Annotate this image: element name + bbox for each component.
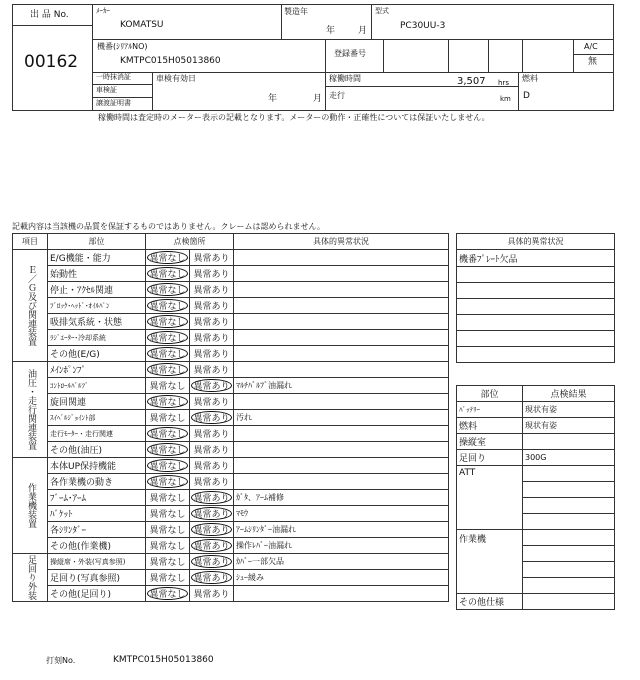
extra-detail-row bbox=[457, 267, 615, 283]
ng-label: 異常あり bbox=[193, 302, 230, 312]
selection-circle bbox=[191, 523, 232, 536]
extra-detail-header: 具体的異常状況 bbox=[457, 234, 615, 250]
check-ok-cell[interactable] bbox=[146, 394, 190, 410]
check-ok-cell[interactable] bbox=[146, 586, 190, 602]
ng-label: 異常あり bbox=[193, 542, 230, 552]
part-cell: その他(E/G) bbox=[48, 346, 146, 362]
inspect-year-unit: 年 bbox=[268, 94, 278, 104]
detail-cell: ｶﾊﾞｰ一部欠品 bbox=[234, 554, 449, 570]
result-value bbox=[523, 482, 615, 498]
selection-circle bbox=[147, 267, 188, 280]
selection-circle bbox=[147, 395, 188, 408]
check-ok-cell[interactable] bbox=[146, 554, 190, 570]
part-cell: 本体UP保持機能 bbox=[48, 458, 146, 474]
year-unit: 年 bbox=[326, 26, 336, 36]
ok-label: 異常なし bbox=[149, 286, 186, 296]
result-value bbox=[523, 562, 615, 578]
detail-cell bbox=[234, 266, 449, 282]
inspect-month-unit: 月 bbox=[313, 94, 323, 104]
ng-label: 異常あり bbox=[193, 270, 230, 280]
check-ok-cell[interactable] bbox=[146, 346, 190, 362]
stamp-value: KMTPC015H05013860 bbox=[113, 655, 214, 665]
selection-circle bbox=[147, 283, 188, 296]
result-value bbox=[523, 434, 615, 450]
ok-label: 異常なし bbox=[149, 526, 186, 536]
detail-cell bbox=[234, 314, 449, 330]
check-ng-cell[interactable] bbox=[190, 522, 234, 538]
mileage-label: 走行 bbox=[329, 91, 345, 100]
table-row bbox=[13, 426, 449, 442]
part-cell: ﾌﾞｰﾑ･ｱｰﾑ bbox=[48, 490, 146, 506]
fuel-value: D bbox=[523, 91, 530, 101]
detail-cell bbox=[234, 362, 449, 378]
part-cell: 旋回関連 bbox=[48, 394, 146, 410]
detail-cell: ｱｰﾑｼﾘﾝﾀﾞｰ油漏れ bbox=[234, 522, 449, 538]
ok-label: 異常なし bbox=[149, 414, 186, 424]
detail-cell bbox=[234, 298, 449, 314]
check-ng-cell[interactable] bbox=[190, 474, 234, 490]
ng-label: 異常あり bbox=[193, 350, 230, 360]
part-cell: 各作業機の動き bbox=[48, 474, 146, 490]
detail-cell bbox=[234, 282, 449, 298]
check-ok-cell[interactable] bbox=[146, 522, 190, 538]
ok-label: 異常なし bbox=[149, 446, 186, 456]
result-value bbox=[523, 466, 615, 482]
result-value: 現状有姿 bbox=[523, 418, 615, 434]
ok-label: 異常なし bbox=[149, 542, 186, 552]
meter-note: 稼働時間は査定時のメーター表示の記載となります。メーターの動作・正確性については保証いたしません。 bbox=[98, 113, 490, 122]
check-ok-cell[interactable] bbox=[146, 330, 190, 346]
ok-label: 異常なし bbox=[149, 270, 186, 280]
result-value bbox=[523, 530, 615, 546]
stamp-label: 打刻No. bbox=[46, 656, 76, 665]
detail-cell bbox=[234, 474, 449, 490]
hrs-unit: hrs bbox=[498, 79, 509, 87]
part-cell: ﾗｼﾞｴｰﾀｰ･冷却系統 bbox=[48, 330, 146, 346]
ng-label: 異常あり bbox=[193, 254, 230, 264]
ok-label: 異常なし bbox=[149, 494, 186, 504]
ng-label: 異常あり bbox=[193, 414, 230, 424]
detail-cell bbox=[234, 394, 449, 410]
selection-circle bbox=[191, 491, 232, 504]
maker-value: KOMATSU bbox=[120, 20, 164, 30]
reg-label: 登録番号 bbox=[334, 49, 366, 58]
ng-label: 異常あり bbox=[193, 478, 230, 488]
table-row bbox=[13, 442, 449, 458]
month-unit: 月 bbox=[358, 26, 368, 36]
table-row bbox=[13, 554, 449, 570]
check-ng-cell[interactable] bbox=[190, 266, 234, 282]
fuel-label: 燃料 bbox=[522, 74, 538, 83]
table-row bbox=[13, 346, 449, 362]
ng-label: 異常あり bbox=[193, 334, 230, 344]
selection-circle bbox=[147, 299, 188, 312]
ok-label: 異常なし bbox=[149, 574, 186, 584]
check-ng-cell[interactable] bbox=[190, 394, 234, 410]
detail-cell bbox=[234, 458, 449, 474]
result-part-header: 部位 bbox=[457, 386, 523, 402]
check-ok-cell[interactable] bbox=[146, 266, 190, 282]
ok-label: 異常なし bbox=[149, 558, 186, 568]
ng-label: 異常あり bbox=[193, 398, 230, 408]
selection-circle bbox=[147, 315, 188, 328]
table-row bbox=[13, 362, 449, 378]
ng-label: 異常あり bbox=[193, 510, 230, 520]
extra-detail-row bbox=[457, 299, 615, 315]
part-cell: 各ｼﾘﾝﾀﾞｰ bbox=[48, 522, 146, 538]
detail-cell bbox=[234, 250, 449, 266]
part-cell: ﾒｲﾝﾎﾟﾝﾌﾟ bbox=[48, 362, 146, 378]
km-unit: km bbox=[500, 95, 511, 103]
detail-cell: ﾏﾓｳ bbox=[234, 506, 449, 522]
check-ok-cell[interactable] bbox=[146, 378, 190, 394]
detail-cell bbox=[234, 330, 449, 346]
part-cell: ｺﾝﾄﾛｰﾙﾊﾞﾙﾌﾞ bbox=[48, 378, 146, 394]
result-value bbox=[523, 498, 615, 514]
ok-label: 異常なし bbox=[149, 254, 186, 264]
ok-label: 異常なし bbox=[149, 510, 186, 520]
part-cell: その他(作業機) bbox=[48, 538, 146, 554]
table-row bbox=[13, 266, 449, 282]
result-part: その他仕様 bbox=[457, 594, 523, 610]
ok-label: 異常なし bbox=[149, 590, 186, 600]
check-ok-cell[interactable] bbox=[146, 298, 190, 314]
selection-circle bbox=[147, 427, 188, 440]
part-cell: ﾊﾞｹｯﾄ bbox=[48, 506, 146, 522]
group-label-text: 作業機装置 bbox=[25, 483, 36, 528]
ng-label: 異常あり bbox=[193, 382, 230, 392]
check-ng-cell[interactable] bbox=[190, 458, 234, 474]
part-cell: E/G機能・能力 bbox=[48, 250, 146, 266]
check-ok-cell[interactable] bbox=[146, 538, 190, 554]
result-part: 足回り bbox=[457, 450, 523, 466]
check-ng-cell[interactable] bbox=[190, 554, 234, 570]
check-ok-cell[interactable] bbox=[146, 474, 190, 490]
check-ng-cell[interactable] bbox=[190, 506, 234, 522]
detail-cell: ｶﾞﾀ、ｱｰﾑ補修 bbox=[234, 490, 449, 506]
check-ng-cell[interactable] bbox=[190, 586, 234, 602]
check-ok-cell[interactable] bbox=[146, 442, 190, 458]
table-row bbox=[13, 538, 449, 554]
serial-value: KMTPC015H05013860 bbox=[120, 56, 221, 66]
table-row bbox=[13, 298, 449, 314]
result-header: 点検結果 bbox=[523, 386, 615, 402]
table-row bbox=[13, 410, 449, 426]
check-ng-cell[interactable] bbox=[190, 442, 234, 458]
part-cell: 停止・ｱｸｾﾙ関連 bbox=[48, 282, 146, 298]
table-row bbox=[13, 250, 449, 266]
selection-circle bbox=[191, 571, 232, 584]
check-ok-cell[interactable] bbox=[146, 410, 190, 426]
part-cell: 走行ﾓｰﾀｰ・走行関連 bbox=[48, 426, 146, 442]
part-cell: 足回り(写真参照) bbox=[48, 570, 146, 586]
cert-vehicle: 車検証 bbox=[96, 86, 117, 94]
selection-circle bbox=[147, 475, 188, 488]
group-label bbox=[13, 554, 48, 602]
year-label: 製造年 bbox=[284, 7, 308, 16]
result-value: 300G bbox=[523, 450, 615, 466]
extra-detail-row bbox=[457, 331, 615, 347]
model-value: PC30UU-3 bbox=[400, 21, 446, 31]
extra-detail-table bbox=[456, 233, 615, 363]
maker-label: ﾒｰｶｰ bbox=[96, 7, 110, 15]
part-cell: その他(足回り) bbox=[48, 586, 146, 602]
selection-circle bbox=[147, 251, 188, 264]
col-check-header: 点検箇所 bbox=[146, 234, 234, 250]
check-ok-cell[interactable] bbox=[146, 362, 190, 378]
ok-label: 異常なし bbox=[149, 478, 186, 488]
exhibit-no-label: 出 品 No. bbox=[30, 10, 69, 20]
check-ng-cell[interactable] bbox=[190, 346, 234, 362]
serial-label: 機番(ｼﾘｱﾙNO) bbox=[97, 42, 148, 51]
detail-cell bbox=[234, 586, 449, 602]
check-ng-cell[interactable] bbox=[190, 314, 234, 330]
ac-value: 無 bbox=[588, 57, 598, 67]
table-row bbox=[13, 314, 449, 330]
table-row bbox=[13, 458, 449, 474]
model-label: 型式 bbox=[375, 7, 389, 15]
table-row bbox=[13, 522, 449, 538]
table-row bbox=[13, 506, 449, 522]
check-ok-cell[interactable] bbox=[146, 506, 190, 522]
hours-value: 3,507 bbox=[457, 76, 486, 87]
extra-detail-row bbox=[457, 315, 615, 331]
ng-label: 異常あり bbox=[193, 526, 230, 536]
selection-circle bbox=[191, 555, 232, 568]
col-item-header: 項目 bbox=[13, 234, 48, 250]
selection-circle bbox=[191, 379, 232, 392]
result-value bbox=[523, 594, 615, 610]
ok-label: 異常なし bbox=[149, 398, 186, 408]
ok-label: 異常なし bbox=[149, 382, 186, 392]
check-ok-cell[interactable] bbox=[146, 570, 190, 586]
check-ok-cell[interactable] bbox=[146, 458, 190, 474]
result-value bbox=[523, 578, 615, 594]
ng-label: 異常あり bbox=[193, 318, 230, 328]
check-ok-cell[interactable] bbox=[146, 426, 190, 442]
table-row bbox=[13, 394, 449, 410]
result-table bbox=[456, 385, 615, 610]
table-row bbox=[13, 490, 449, 506]
check-ng-cell[interactable] bbox=[190, 490, 234, 506]
selection-circle bbox=[191, 411, 232, 424]
ok-label: 異常なし bbox=[149, 318, 186, 328]
part-cell: 操縦席・外装(写真参照) bbox=[48, 554, 146, 570]
extra-detail-row: 機番ﾌﾟﾚｰﾄ欠品 bbox=[457, 250, 615, 267]
group-label-text: 足回り外装 bbox=[25, 555, 36, 600]
table-row bbox=[13, 474, 449, 490]
table-row bbox=[13, 378, 449, 394]
group-label-text: 油圧・走行関連装置 bbox=[25, 369, 36, 450]
hours-label: 稼働時間 bbox=[329, 74, 361, 83]
result-part: ATT bbox=[457, 466, 523, 530]
check-ok-cell[interactable] bbox=[146, 282, 190, 298]
check-ng-cell[interactable] bbox=[190, 378, 234, 394]
part-cell: ｽｲﾍﾞﾙｼﾞｮｲﾝﾄ部 bbox=[48, 410, 146, 426]
part-cell: 始動性 bbox=[48, 266, 146, 282]
selection-circle bbox=[191, 539, 232, 552]
col-detail-header: 具体的異常状況 bbox=[234, 234, 449, 250]
check-ng-cell[interactable] bbox=[190, 330, 234, 346]
result-value bbox=[523, 514, 615, 530]
detail-cell bbox=[234, 346, 449, 362]
check-ok-cell[interactable] bbox=[146, 314, 190, 330]
ng-label: 異常あり bbox=[193, 366, 230, 376]
check-ng-cell[interactable] bbox=[190, 282, 234, 298]
check-ng-cell[interactable] bbox=[190, 410, 234, 426]
result-value bbox=[523, 546, 615, 562]
ok-label: 異常なし bbox=[149, 430, 186, 440]
ok-label: 異常なし bbox=[149, 350, 186, 360]
ok-label: 異常なし bbox=[149, 302, 186, 312]
part-cell: ﾌﾞﾛｯｸ･ﾍｯﾄﾞ･ｵｲﾙﾊﾟﾝ bbox=[48, 298, 146, 314]
group-label bbox=[13, 250, 48, 362]
exhibit-no: 00162 bbox=[24, 52, 79, 72]
detail-cell bbox=[234, 442, 449, 458]
group-label bbox=[13, 362, 48, 458]
selection-circle bbox=[147, 443, 188, 456]
check-ng-cell[interactable] bbox=[190, 250, 234, 266]
result-part: ﾊﾞｯﾃﾘｰ bbox=[457, 402, 523, 418]
ng-label: 異常あり bbox=[193, 286, 230, 296]
check-ok-cell[interactable] bbox=[146, 250, 190, 266]
ng-label: 異常あり bbox=[193, 494, 230, 504]
selection-circle bbox=[147, 587, 188, 600]
selection-circle bbox=[191, 507, 232, 520]
check-ng-cell[interactable] bbox=[190, 538, 234, 554]
ok-label: 異常なし bbox=[149, 366, 186, 376]
inspection-table bbox=[12, 233, 449, 602]
disclaimer: 記載内容は当該機の品質を保証するものではありません。クレームは認められません。 bbox=[12, 222, 325, 231]
selection-circle bbox=[147, 347, 188, 360]
ng-label: 異常あり bbox=[193, 462, 230, 472]
result-part: 操縦室 bbox=[457, 434, 523, 450]
table-row bbox=[13, 282, 449, 298]
ng-label: 異常あり bbox=[193, 446, 230, 456]
cert-temp-cancel: 一時抹消証 bbox=[96, 73, 131, 81]
detail-cell: ｼｭｰ緩み bbox=[234, 570, 449, 586]
result-part: 作業機 bbox=[457, 530, 523, 594]
ng-label: 異常あり bbox=[193, 574, 230, 584]
ng-label: 異常あり bbox=[193, 558, 230, 568]
check-ng-cell[interactable] bbox=[190, 298, 234, 314]
detail-cell: ﾏﾙﾁﾊﾞﾙﾌﾞ油漏れ bbox=[234, 378, 449, 394]
selection-circle bbox=[147, 459, 188, 472]
table-row bbox=[13, 570, 449, 586]
check-ok-cell[interactable] bbox=[146, 490, 190, 506]
check-ng-cell[interactable] bbox=[190, 362, 234, 378]
group-label bbox=[13, 458, 48, 554]
extra-detail-row bbox=[457, 347, 615, 363]
cert-transfer: 譲渡証明書 bbox=[96, 99, 131, 107]
inspect-label: 車検有効日 bbox=[156, 74, 196, 83]
ng-label: 異常あり bbox=[193, 430, 230, 440]
result-part: 燃料 bbox=[457, 418, 523, 434]
result-value: 現状有姿 bbox=[523, 402, 615, 418]
part-cell: 吸排気系統・状態 bbox=[48, 314, 146, 330]
ok-label: 異常なし bbox=[149, 334, 186, 344]
detail-cell bbox=[234, 426, 449, 442]
check-ng-cell[interactable] bbox=[190, 426, 234, 442]
selection-circle bbox=[147, 331, 188, 344]
ac-label: A/C bbox=[584, 42, 598, 51]
col-part-header: 部位 bbox=[48, 234, 146, 250]
table-row bbox=[13, 330, 449, 346]
extra-detail-row bbox=[457, 283, 615, 299]
part-cell: その他(油圧) bbox=[48, 442, 146, 458]
ng-label: 異常あり bbox=[193, 590, 230, 600]
check-ng-cell[interactable] bbox=[190, 570, 234, 586]
ok-label: 異常なし bbox=[149, 462, 186, 472]
group-label-text: Ｅ／Ｇ及び関連装置 bbox=[25, 265, 36, 346]
detail-cell: 汚れ bbox=[234, 410, 449, 426]
detail-cell: 操作ﾚﾊﾞｰ油漏れ bbox=[234, 538, 449, 554]
table-row bbox=[13, 586, 449, 602]
selection-circle bbox=[147, 363, 188, 376]
